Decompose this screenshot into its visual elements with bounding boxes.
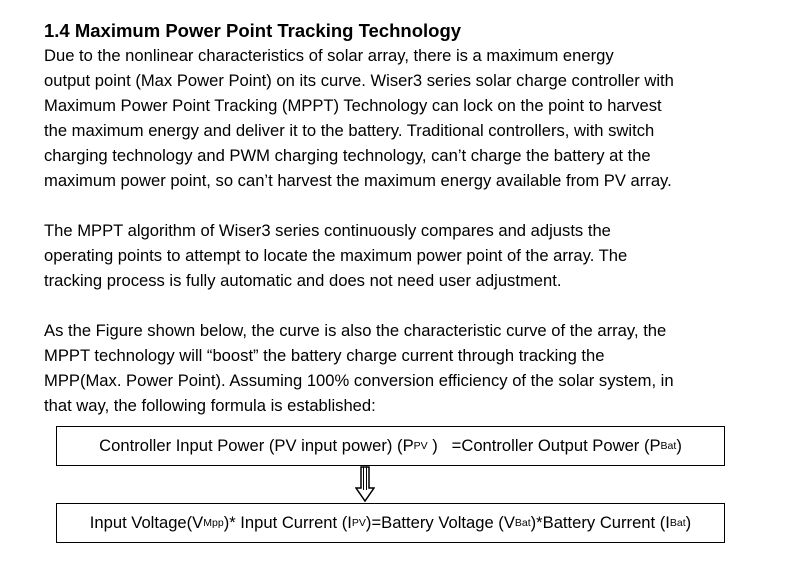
- formula-text: Input Voltage(V: [89, 513, 204, 532]
- paragraph-line: operating points to attempt to locate the maximum power point of the array. The: [44, 246, 628, 265]
- paragraph-line: The MPPT algorithm of Wiser3 series continuously compares and adjusts the: [44, 221, 611, 240]
- paragraph-mppt-algorithm: [44, 218, 784, 293]
- paragraph-line: MPPT technology will “boost” the battery charge current through tracking the: [44, 346, 605, 365]
- paragraph-figure-intro: [44, 318, 784, 418]
- paragraph-line: maximum power point, so can’t harvest the maximum energy available from PV array.: [44, 171, 672, 190]
- paragraph-line: Due to the nonlinear characteristics of solar array, there is a maximum energy: [44, 46, 614, 65]
- paragraph-line: charging technology and PWM charging technology, can’t charge the battery at the: [44, 146, 651, 165]
- paragraph-line: Maximum Power Point Tracking (MPPT) Technology can lock on the point to harvest: [44, 96, 662, 115]
- paragraph-line: that way, the following formula is established:: [44, 396, 376, 415]
- formula-text: ): [685, 513, 692, 532]
- formula-subscript: PV: [413, 440, 428, 452]
- double-down-arrow-icon: [355, 466, 375, 503]
- paragraph-line: As the Figure shown below, the curve is also the characteristic curve of the array, the: [44, 321, 667, 340]
- paragraph-line: output point (Max Power Point) on its curve. Wiser3 series solar charge controller with: [44, 71, 674, 90]
- formula-text: )* Input Current (I: [223, 513, 352, 532]
- formula-voltage-current-box: [56, 503, 725, 543]
- formula-subscript: Bat: [660, 440, 677, 452]
- paragraph-line: MPP(Max. Power Point). Assuming 100% conversion efficiency of the solar system, in: [44, 371, 674, 390]
- formula-power-box: [56, 426, 725, 466]
- formula-text: ) =Controller Output Power (P: [427, 436, 661, 455]
- formula-subscript: Bat: [514, 517, 531, 529]
- paragraph-line: the maximum energy and deliver it to the battery. Traditional controllers, with switch: [44, 121, 655, 140]
- formula-subscript: PV: [351, 517, 366, 529]
- formula-text: Controller Input Power (PV input power) (P: [99, 436, 414, 455]
- formula-subscript: Bat: [669, 517, 686, 529]
- formula-text: )*Battery Current (I: [530, 513, 670, 532]
- formula-subscript: Mpp: [203, 517, 224, 529]
- formula-text: ): [676, 436, 682, 455]
- section-heading: 1.4 Maximum Power Point Tracking Technology: [44, 20, 462, 41]
- paragraph-mppt-intro: [44, 43, 784, 193]
- document-page: [44, 18, 784, 418]
- formula-text: )=Battery Voltage (V: [365, 513, 515, 532]
- paragraph-line: tracking process is fully automatic and does not need user adjustment.: [44, 271, 562, 290]
